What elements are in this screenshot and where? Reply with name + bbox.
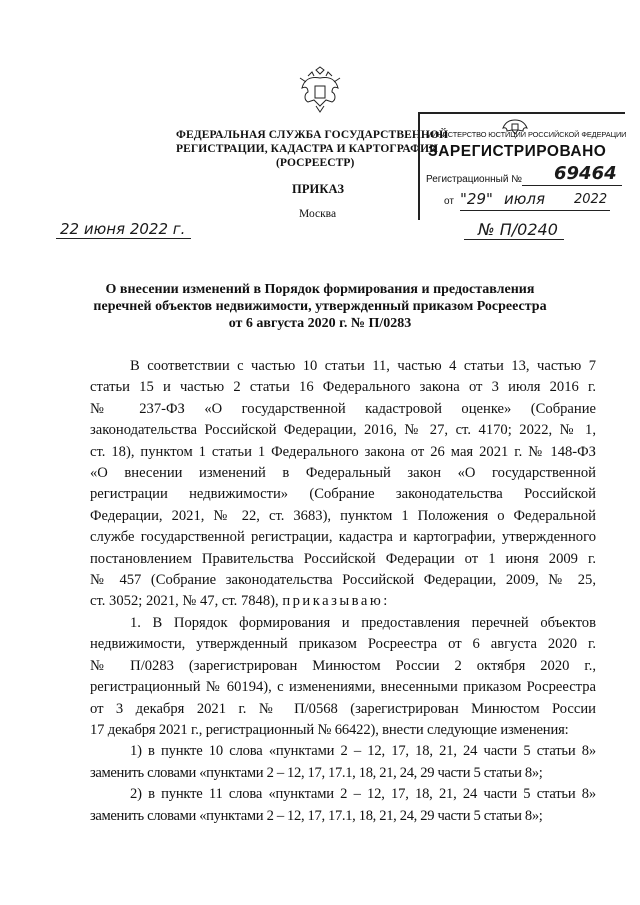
p3-line: заменить словами «пунктами 2 – 12, 17, 17.1, 18, 21, 24, 29 части 5 статьи 8»; <box>90 764 543 781</box>
stamp-date-month: июля <box>504 190 545 208</box>
p1-last-prefix: ст. 3052; 2021, № 47, ст. 7848), <box>90 593 279 610</box>
paragraph-3 <box>90 741 596 784</box>
date-handwritten <box>60 220 185 238</box>
stamp-reg-underline <box>522 185 622 186</box>
order-verb: приказываю: <box>282 593 390 610</box>
doc-type: ПРИКАЗ <box>292 182 345 196</box>
stamp-date-year: 2022 <box>574 192 608 207</box>
stamp-reg-row <box>426 163 622 189</box>
org-name-line2: РЕГИСТРАЦИИ, КАДАСТРА И КАРТОГРАФИИ <box>176 143 439 155</box>
p1-line: постановлением Правительства Российской Федерации от 1 июня 2009 г. <box>90 550 596 567</box>
p1-line: «О внесении изменений в Федеральный закон «О государственной <box>90 465 596 482</box>
date-handwritten-text: 22 июня 2022 г. <box>60 220 186 238</box>
registration-stamp <box>418 112 625 220</box>
p2-line: от 3 декабря 2021 г. № П/0568 (зарегистрирован Минюстом России <box>90 700 596 717</box>
title-line2: перечней объектов недвижимости, утвержденный приказом Росреестра <box>93 299 547 314</box>
paragraph-2 <box>90 613 596 741</box>
p1-line: регистрации недвижимости» (Собрание законодательства Российской <box>90 486 596 503</box>
paragraph-1 <box>90 356 596 613</box>
city: Москва <box>299 208 337 220</box>
p1-line: законодательства Российской Федерации, 2016, № 27, ст. 4170; 2022, № 1, <box>90 422 596 439</box>
order-number-handwritten <box>478 220 558 239</box>
paragraph-4 <box>90 784 596 827</box>
order-number-underline <box>464 239 564 240</box>
p1-last-line <box>90 591 596 612</box>
org-name-line3: (РОСРЕЕСТР) <box>276 157 355 169</box>
title-line1: О внесении изменений в Порядок формирования и предоставления <box>105 282 535 297</box>
p2-line: № П/0283 (зарегистрирован Минюстом России 2 октября 2020 г., <box>90 657 596 674</box>
p1-line: В соответствии с частью 10 статьи 11, частью 4 статьи 13, частью 7 <box>130 358 596 374</box>
document-body <box>90 356 596 827</box>
title-line3: от 6 августа 2020 г. № П/0283 <box>228 316 412 331</box>
stamp-status: ЗАРЕГИСТРИРОВАНО <box>428 143 607 160</box>
document-title <box>80 281 560 332</box>
stamp-date-underline <box>460 210 610 211</box>
stamp-reg-label: Регистрационный № <box>426 174 522 185</box>
p4-line: заменить словами «пунктами 2 – 12, 17, 17.1, 18, 21, 24, 29 части 5 статьи 8»; <box>90 807 543 824</box>
stamp-ministry: МИНИСТЕРСТВО ЮСТИЦИИ РОССИЙСКОЙ ФЕДЕРАЦИИ <box>426 130 627 139</box>
stamp-date-day: "29" <box>460 190 493 208</box>
p1-line: Федерации, 2021, № 22, ст. 3683), пунктом 1 Положения о Федеральной <box>90 507 596 524</box>
org-name-line1: ФЕДЕРАЛЬНАЯ СЛУЖБА ГОСУДАРСТВЕННОЙ <box>176 129 449 141</box>
p1-line: ст. 18), пунктом 1 статьи 1 Федерального закона от 26 мая 2021 г. № 148-ФЗ <box>90 443 596 460</box>
date-underline <box>56 238 191 239</box>
p3-line: 1) в пункте 10 слова «пунктами 2 – 12, 17, 18, 21, 24 части 5 статьи 8» <box>130 743 596 760</box>
p1-line: службе государственной регистрации, кадастра и картографии, утвержденного <box>90 529 596 546</box>
p2-line: 1. В Порядок формирования и предоставления перечней объектов <box>130 614 596 631</box>
coat-of-arms-emblem <box>298 66 342 116</box>
p2-line: 17 декабря 2021 г., регистрационный № 66422), внести следующие изменения: <box>90 721 569 738</box>
stamp-date-row <box>426 192 622 212</box>
p1-line: № 457 (Собрание законодательства Российской Федерации, 2009, № 25, <box>90 572 596 589</box>
p1-line: статьи 15 и частью 2 статьи 16 Федерального закона от 3 июля 2016 г. <box>90 379 596 396</box>
order-number-text: № П/0240 <box>478 220 558 239</box>
p1-line: № 237-ФЗ «О государственной кадастровой оценке» (Собрание <box>90 400 596 417</box>
stamp-date-prefix: от <box>444 196 454 207</box>
stamp-reg-number: 69464 <box>554 163 617 184</box>
p2-line: регистрационный № 60194), с изменениями, внесенными приказом Росреестра <box>90 679 596 696</box>
p2-line: недвижимости, утвержденный приказом Росреестра от 6 августа 2020 г. <box>90 636 596 653</box>
p4-line: 2) в пункте 11 слова «пунктами 2 – 12, 17, 18, 21, 24 части 5 статьи 8» <box>130 786 596 803</box>
